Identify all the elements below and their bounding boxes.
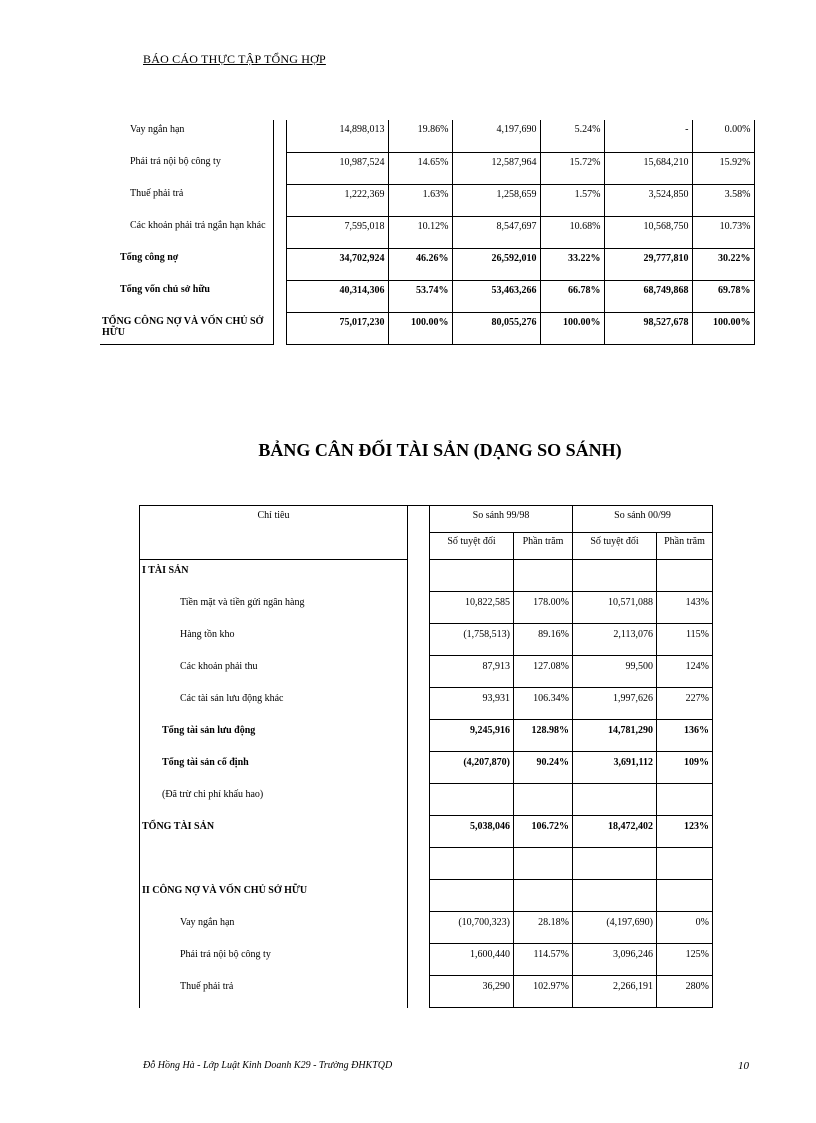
row-label: Tổng tài sản cố định [140, 752, 408, 784]
value-cell [657, 880, 713, 912]
spacer-cell [408, 784, 430, 816]
value-cell: 100.00% [692, 312, 754, 344]
value-cell: 15.72% [540, 152, 604, 184]
spacer-cell [408, 624, 430, 656]
value-cell [430, 560, 514, 592]
value-cell: 4,197,690 [452, 120, 540, 152]
value-cell: 15.92% [692, 152, 754, 184]
value-cell: 10,568,750 [604, 216, 692, 248]
value-cell: 14.65% [388, 152, 452, 184]
value-cell [657, 560, 713, 592]
value-cell: 99,500 [573, 656, 657, 688]
balance-sheet-title: BẢNG CÂN ĐỐI TÀI SẢN (DẠNG SO SÁNH) [258, 440, 622, 460]
value-cell: 12,587,964 [452, 152, 540, 184]
row-label: I TÀI SẢN [140, 560, 408, 592]
value-cell: 90.24% [514, 752, 573, 784]
value-cell: 143% [657, 592, 713, 624]
row-label: Vay ngắn hạn [100, 120, 273, 152]
value-cell: 66.78% [540, 280, 604, 312]
value-cell: 8,547,697 [452, 216, 540, 248]
table-row [100, 280, 754, 312]
value-cell: 10.12% [388, 216, 452, 248]
spacer-cell [408, 533, 430, 560]
value-cell: 19.86% [388, 120, 452, 152]
value-cell: 53.74% [388, 280, 452, 312]
spacer-cell [273, 312, 286, 344]
table-row [140, 944, 713, 976]
value-cell: 98,527,678 [604, 312, 692, 344]
value-cell: 34,702,924 [286, 248, 388, 280]
value-cell: 125% [657, 944, 713, 976]
value-cell: 10.73% [692, 216, 754, 248]
value-cell [514, 560, 573, 592]
spacer-cell [273, 120, 286, 152]
table-row [140, 656, 713, 688]
table-row [100, 216, 754, 248]
value-cell: 3,096,246 [573, 944, 657, 976]
col-label-header: Chỉ tiêu [140, 506, 408, 560]
table-row [140, 784, 713, 816]
value-cell: 100.00% [388, 312, 452, 344]
spacer-cell [408, 560, 430, 592]
table-row [140, 560, 713, 592]
spacer-cell [408, 592, 430, 624]
table-row [100, 312, 754, 344]
value-cell [514, 784, 573, 816]
value-cell: 102.97% [514, 976, 573, 1008]
value-cell: 9,245,916 [430, 720, 514, 752]
value-cell: 10,822,585 [430, 592, 514, 624]
value-cell [514, 880, 573, 912]
footer-author: Đỗ Hồng Hà - Lớp Luật Kinh Doanh K29 - Trường ĐHKTQD [143, 1060, 393, 1071]
value-cell [573, 848, 657, 880]
comparison-table [139, 505, 713, 1008]
value-cell: 53,463,266 [452, 280, 540, 312]
value-cell: (4,197,690) [573, 912, 657, 944]
value-cell: 5.24% [540, 120, 604, 152]
value-cell: (4,207,870) [430, 752, 514, 784]
table-row [140, 592, 713, 624]
spacer-cell [408, 656, 430, 688]
value-cell: 100.00% [540, 312, 604, 344]
spacer-cell [273, 216, 286, 248]
value-cell: 109% [657, 752, 713, 784]
value-cell: 18,472,402 [573, 816, 657, 848]
value-cell: 26,592,010 [452, 248, 540, 280]
value-cell: 106.34% [514, 688, 573, 720]
spacer-cell [408, 720, 430, 752]
value-cell: 80,055,276 [452, 312, 540, 344]
value-cell: 2,113,076 [573, 624, 657, 656]
row-label: Phải trả nội bộ công ty [140, 944, 408, 976]
value-cell: 115% [657, 624, 713, 656]
table-row [100, 152, 754, 184]
value-cell [514, 848, 573, 880]
spacer-cell [408, 976, 430, 1008]
value-cell: 69.78% [692, 280, 754, 312]
value-cell: 1.63% [388, 184, 452, 216]
row-label: Hàng tồn kho [140, 624, 408, 656]
value-cell: 5,038,046 [430, 816, 514, 848]
spacer-cell [408, 880, 430, 912]
value-cell [430, 848, 514, 880]
value-cell: 14,781,290 [573, 720, 657, 752]
liabilities-table [100, 120, 755, 345]
value-cell [657, 848, 713, 880]
row-label: II CÔNG NỢ VÀ VỐN CHỦ SỞ HỮU [140, 880, 408, 912]
spacer-cell [408, 688, 430, 720]
value-cell: 29,777,810 [604, 248, 692, 280]
value-cell: 3.58% [692, 184, 754, 216]
value-cell: (10,700,323) [430, 912, 514, 944]
row-label: Tiền mặt và tiền gửi ngân hàng [140, 592, 408, 624]
value-cell: 2,266,191 [573, 976, 657, 1008]
row-label: Các khoản phải thu [140, 656, 408, 688]
value-cell: 1,258,659 [452, 184, 540, 216]
value-cell: 106.72% [514, 816, 573, 848]
row-label: Thuế phải trả [100, 184, 273, 216]
value-cell: 0.00% [692, 120, 754, 152]
row-label: Các khoản phải trả ngắn hạn khác [100, 216, 273, 248]
page-header: BÁO CÁO THỰC TẬP TỔNG HỢP [143, 52, 326, 66]
row-label: Tổng vốn chủ sở hữu [100, 280, 273, 312]
value-cell: 87,913 [430, 656, 514, 688]
spacer-cell [408, 752, 430, 784]
spacer-cell [408, 506, 430, 533]
sub-abs-2: Số tuyệt đối [573, 533, 657, 560]
value-cell: 14,898,013 [286, 120, 388, 152]
value-cell: 0% [657, 912, 713, 944]
table-row [140, 624, 713, 656]
spacer-cell [273, 152, 286, 184]
value-cell: - [604, 120, 692, 152]
page-number: 10 [738, 1060, 749, 1072]
table-row [140, 816, 713, 848]
row-label: Thuế phải trả [140, 976, 408, 1008]
value-cell: 7,595,018 [286, 216, 388, 248]
value-cell: 124% [657, 656, 713, 688]
value-cell: 10,571,088 [573, 592, 657, 624]
value-cell: 33.22% [540, 248, 604, 280]
value-cell: 10.68% [540, 216, 604, 248]
row-label: TỔNG TÀI SẢN [140, 816, 408, 848]
value-cell [657, 784, 713, 816]
sub-pct-1: Phần trăm [514, 533, 573, 560]
value-cell: 75,017,230 [286, 312, 388, 344]
value-cell: 136% [657, 720, 713, 752]
table-row [100, 184, 754, 216]
value-cell: 30.22% [692, 248, 754, 280]
spacer-cell [408, 944, 430, 976]
value-cell: 15,684,210 [604, 152, 692, 184]
value-cell: (1,758,513) [430, 624, 514, 656]
value-cell: 280% [657, 976, 713, 1008]
row-label: Vay ngắn hạn [140, 912, 408, 944]
group2-header: So sánh 00/99 [573, 506, 713, 533]
row-label: Phải trả nội bộ công ty [100, 152, 273, 184]
group1-header: So sánh 99/98 [430, 506, 573, 533]
value-cell: 127.08% [514, 656, 573, 688]
spacer-cell [408, 816, 430, 848]
table-row [140, 976, 713, 1008]
table-row [140, 880, 713, 912]
value-cell: 123% [657, 816, 713, 848]
row-label: Tổng tài sản lưu động [140, 720, 408, 752]
value-cell: 178.00% [514, 592, 573, 624]
value-cell [430, 784, 514, 816]
spacer-cell [408, 912, 430, 944]
table-row [140, 912, 713, 944]
row-label: Các tài sản lưu động khác [140, 688, 408, 720]
table-row [140, 848, 713, 880]
value-cell [573, 880, 657, 912]
table-row [140, 752, 713, 784]
value-cell: 1.57% [540, 184, 604, 216]
header-row [140, 506, 713, 533]
value-cell: 46.26% [388, 248, 452, 280]
spacer-cell [408, 848, 430, 880]
value-cell: 3,691,112 [573, 752, 657, 784]
value-cell: 227% [657, 688, 713, 720]
row-label: (Đã trừ chi phí khấu hao) [140, 784, 408, 816]
value-cell: 1,997,626 [573, 688, 657, 720]
value-cell: 36,290 [430, 976, 514, 1008]
value-cell: 1,600,440 [430, 944, 514, 976]
value-cell: 93,931 [430, 688, 514, 720]
table-row [140, 720, 713, 752]
value-cell: 3,524,850 [604, 184, 692, 216]
table-row [140, 688, 713, 720]
value-cell [430, 880, 514, 912]
sub-abs-1: Số tuyệt đối [430, 533, 514, 560]
spacer-cell [273, 248, 286, 280]
value-cell [573, 784, 657, 816]
row-label [140, 848, 408, 880]
row-label: Tổng công nợ [100, 248, 273, 280]
spacer-cell [273, 184, 286, 216]
value-cell: 114.57% [514, 944, 573, 976]
value-cell: 89.16% [514, 624, 573, 656]
sub-pct-2: Phần trăm [657, 533, 713, 560]
spacer-cell [273, 280, 286, 312]
row-label: TỔNG CÔNG NỢ VÀ VỐN CHỦ SỞ HỮU [100, 312, 273, 344]
value-cell: 40,314,306 [286, 280, 388, 312]
value-cell: 28.18% [514, 912, 573, 944]
value-cell: 128.98% [514, 720, 573, 752]
value-cell [573, 560, 657, 592]
table-row [100, 248, 754, 280]
value-cell: 1,222,369 [286, 184, 388, 216]
table-row [100, 120, 754, 152]
value-cell: 68,749,868 [604, 280, 692, 312]
value-cell: 10,987,524 [286, 152, 388, 184]
